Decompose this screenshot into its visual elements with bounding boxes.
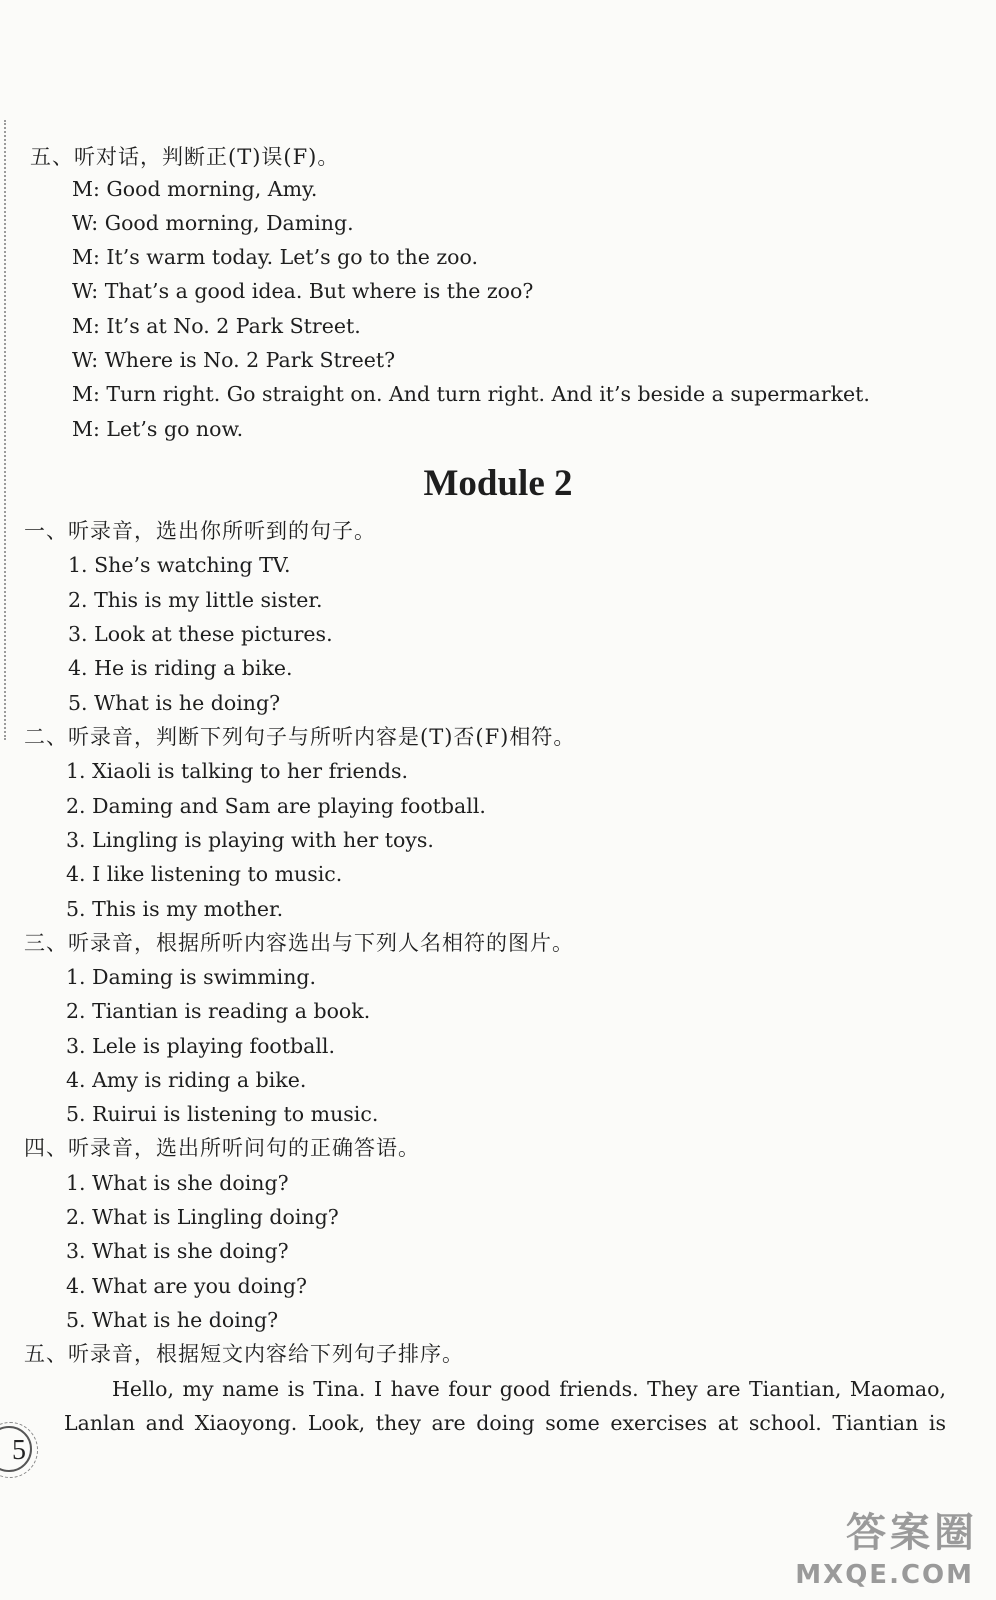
passage-line: Hello, my name is Tina. I have four good friends. They are Tiantian, Maomao,	[112, 1377, 946, 1401]
list-item: 1. She’s watching TV.	[68, 553, 291, 577]
section-heading-part5-prev: 五、听对话，判断正(T)误(F)。	[30, 145, 340, 169]
dialogue-line: M: Turn right. Go straight on. And turn right. And it’s beside a supermarket.	[72, 382, 870, 406]
list-item: 1. Daming is swimming.	[66, 965, 317, 989]
dialogue-line: M: Good morning, Amy.	[72, 177, 318, 201]
dialogue-line: W: Where is No. 2 Park Street?	[72, 348, 396, 372]
dialogue-line: M: It’s at No. 2 Park Street.	[72, 314, 361, 338]
list-item: 2. What is Lingling doing?	[66, 1205, 339, 1229]
list-item: 5. Ruirui is listening to music.	[66, 1102, 379, 1126]
list-item: 2. This is my little sister.	[68, 588, 323, 612]
list-item: 1. Xiaoli is talking to her friends.	[66, 759, 409, 783]
section-heading: 二、听录音，判断下列句子与所听内容是(T)否(F)相符。	[24, 725, 576, 749]
list-item: 3. Look at these pictures.	[68, 622, 333, 646]
section-heading: 四、听录音，选出所听问句的正确答语。	[24, 1136, 420, 1160]
list-item: 1. What is she doing?	[66, 1171, 289, 1195]
dialogue-line: W: Good morning, Daming.	[72, 211, 354, 235]
section-heading: 一、听录音，选出你所听到的句子。	[24, 519, 376, 543]
watermark-url-text: MXQE.COM	[795, 1560, 974, 1590]
list-item: 5. This is my mother.	[66, 897, 284, 921]
list-item: 3. Lingling is playing with her toys.	[66, 828, 434, 852]
passage-line: Lanlan and Xiaoyong. Look, they are doing some exercises at school. Tiantian is	[64, 1411, 946, 1435]
list-item: 4. What are you doing?	[66, 1274, 307, 1298]
list-item: 3. Lele is playing football.	[66, 1034, 335, 1058]
list-item: 5. What is he doing?	[66, 1308, 279, 1332]
list-item: 2. Tiantian is reading a book.	[66, 999, 371, 1023]
list-item: 2. Daming and Sam are playing football.	[66, 794, 486, 818]
list-item: 4. Amy is riding a bike.	[66, 1068, 307, 1092]
binding-margin-line	[4, 120, 6, 740]
page-number-badge: 5	[0, 1426, 32, 1472]
section-heading: 五、听录音，根据短文内容给下列句子排序。	[24, 1342, 464, 1366]
module-title: Module 2	[423, 463, 573, 504]
list-item: 3. What is she doing?	[66, 1239, 289, 1263]
dialogue-line: W: That’s a good idea. But where is the zoo?	[72, 279, 534, 303]
list-item: 4. He is riding a bike.	[68, 656, 293, 680]
dialogue-line: M: Let’s go now.	[72, 417, 244, 441]
dialogue-line: M: It’s warm today. Let’s go to the zoo.	[72, 245, 478, 269]
list-item: 5. What is he doing?	[68, 691, 281, 715]
list-item: 4. I like listening to music.	[66, 862, 343, 886]
watermark-logo-text: 答案圈	[846, 1510, 978, 1556]
section-heading: 三、听录音，根据所听内容选出与下列人名相符的图片。	[24, 931, 574, 955]
